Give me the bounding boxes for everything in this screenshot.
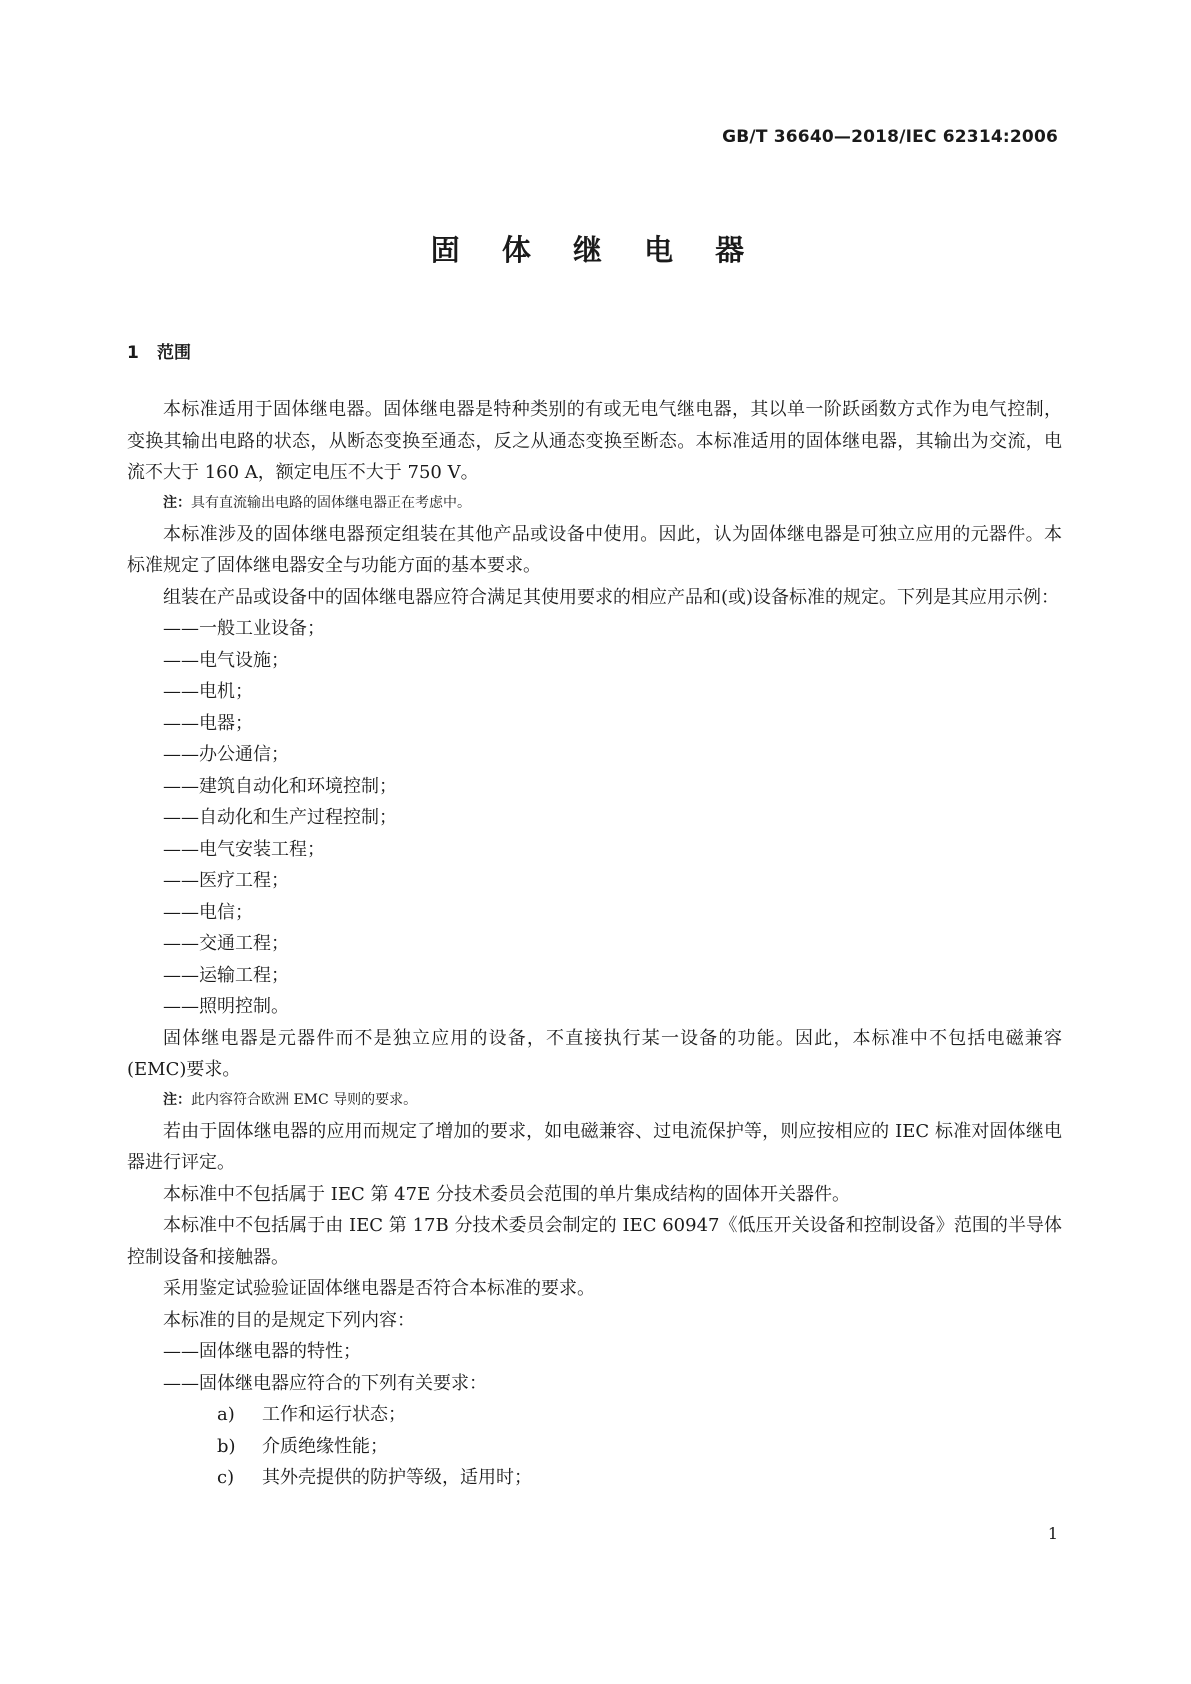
note-text: 具有直流输出电路的固体继电器正在考虑中。 [191,494,471,511]
list-item: ——医疗工程； [163,870,289,891]
list-item: ——建筑自动化和环境控制； [163,775,397,797]
list-item: ——交通工程； [163,933,289,954]
page-number: 1 [1047,1524,1058,1543]
note-emc-directive [127,1085,1062,1115]
paragraph-qualification-test: 采用鉴定试验验证固体继电器是否符合本标准的要求。 [163,1278,595,1299]
list-item: ——办公通信； [163,744,289,765]
list-item: ——电机； [163,681,253,702]
requirements-list [127,1399,1062,1494]
item-text: 工作和运行状态； [262,1404,406,1425]
list-item: ——电气设施； [163,649,289,671]
list-item: ——自动化和生产过程控制； [163,807,397,828]
list-item [127,1462,1062,1494]
paragraph-applications-intro: 组装在产品或设备中的固体继电器应符合满足其使用要求的相应产品和(或)设备标准的规定。下列是其应用示例： [163,586,1060,608]
note-text: 此内容符合欧洲 EMC 导则的要求。 [191,1091,418,1108]
list-item: ——固体继电器应符合的下列有关要求： [163,1372,487,1394]
list-item: ——一般工业设备； [163,618,325,639]
paragraph-exclusion-47e: 本标准中不包括属于 IEC 第 47E 分技术委员会范围的单片集成结构的固体开关器件。 [163,1183,850,1205]
note-label: 注： [163,494,191,511]
paragraph-components: 本标准涉及的固体继电器预定组装在其他产品或设备中使用。因此，认为固体继电器是可独立应用的元器件。本标准规定了固体继电器安全与功能方面的基本要求。 [127,523,1062,576]
document-title: 固 体 继 电 器 [430,233,761,267]
paragraph-additional-requirements: 若由于固体继电器的应用而规定了增加的要求，如电磁兼容、过电流保护等，则应按相应的 IEC 标准对固体继电器进行评定。 [127,1120,1062,1173]
item-text: 其外壳提供的防护等级，适用时； [262,1467,532,1488]
list-item: ——固体继电器的特性； [163,1341,361,1362]
document-body [127,394,1062,1494]
paragraph-scope: 本标准适用于固体继电器。固体继电器是特种类别的有或无电气继电器，其以单一阶跃函数方式作为电气控制，变换其输出电路的状态，从断态变换至通态，反之从通态变换至断态。本标准适用的固体继电器，其输出为交流，电流不大于 160 A，额定电压不大于 750 V。 [127,399,1062,483]
item-label: a) [217,1404,235,1425]
list-item [127,1431,1062,1463]
purpose-list [127,1336,1062,1399]
standard-code: GB/T 36640—2018/IEC 62314:2006 [722,127,1058,147]
section-number: 1 [127,343,139,363]
list-item: ——照明控制。 [163,996,289,1017]
list-item: ——电气安装工程； [163,838,325,860]
note-dc-output [127,488,1062,518]
application-list [127,613,1062,1023]
list-item: ——电信； [163,901,253,923]
item-label: c) [217,1467,235,1488]
paragraph-purpose-intro: 本标准的目的是规定下列内容： [163,1309,415,1331]
list-item [127,1399,1062,1431]
list-item: ——运输工程； [163,964,289,986]
list-item: ——电器； [163,712,253,734]
item-label: b) [217,1435,236,1457]
paragraph-exclusion-17b: 本标准中不包括属于由 IEC 第 17B 分技术委员会制定的 IEC 60947《低压开关设备和控制设备》范围的半导体控制设备和接触器。 [127,1215,1062,1268]
paragraph-emc: 固体继电器是元器件而不是独立应用的设备，不直接执行某一设备的功能。因此，本标准中不包括电磁兼容(EMC)要求。 [127,1027,1062,1080]
section-title: 范围 [157,343,191,363]
note-label: 注： [163,1091,191,1108]
section-heading [127,338,191,363]
item-text: 介质绝缘性能； [262,1435,388,1457]
